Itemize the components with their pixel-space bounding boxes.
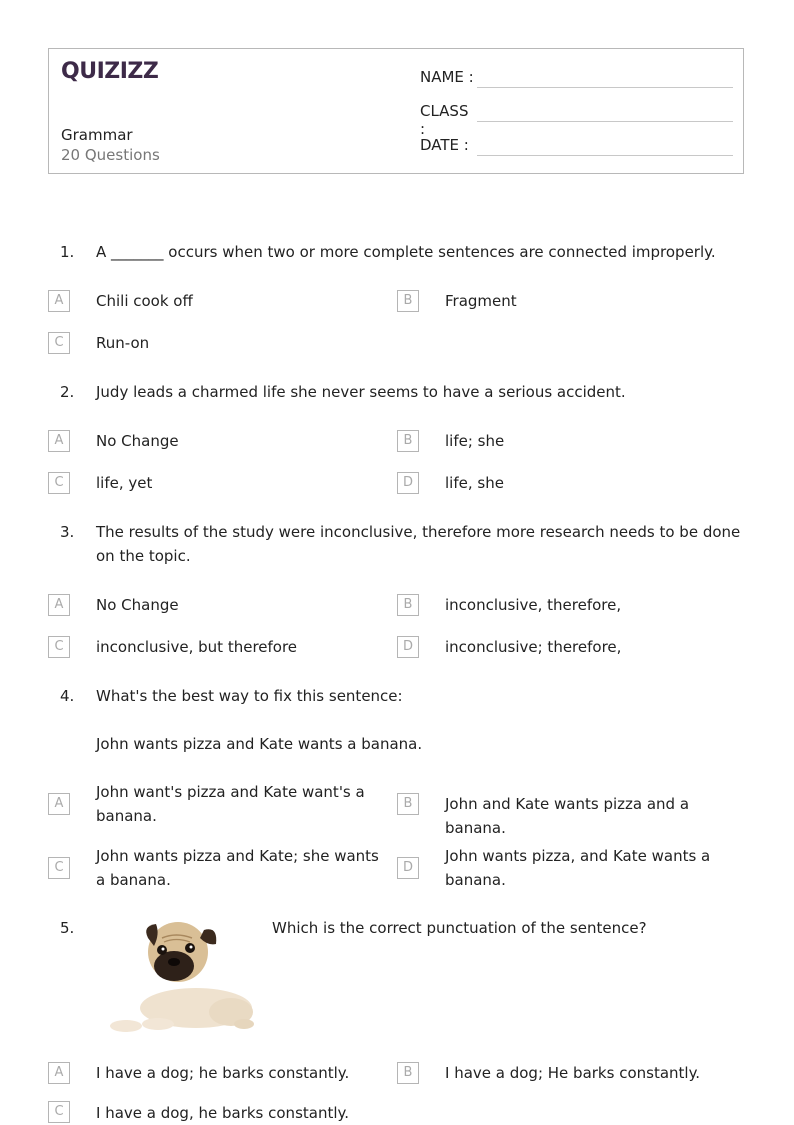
question-text: Which is the correct punctuation of the sentence? bbox=[272, 919, 647, 937]
question-number: 4. bbox=[60, 687, 75, 705]
question-count: 20 Questions bbox=[61, 146, 160, 164]
logo-text: QUIZIZZ bbox=[61, 59, 159, 84]
dog-paw bbox=[142, 1018, 174, 1030]
worksheet-title: Grammar bbox=[61, 126, 133, 144]
option-text: life; she bbox=[445, 432, 505, 450]
question-number: 2. bbox=[60, 383, 75, 401]
quizizz-logo bbox=[61, 59, 158, 84]
dog-paw bbox=[110, 1020, 142, 1032]
option-letter-box[interactable]: D bbox=[397, 472, 419, 494]
option-text: Fragment bbox=[445, 292, 517, 310]
question-text: Judy leads a charmed life she never seems to have a serious accident. bbox=[96, 383, 626, 401]
name-label: NAME : bbox=[420, 68, 474, 86]
question-number: 3. bbox=[60, 523, 75, 541]
dog-nose bbox=[168, 958, 180, 966]
option-letter-box[interactable]: B bbox=[397, 1062, 419, 1084]
option-text: inconclusive, therefore, bbox=[445, 596, 622, 614]
option-text: John wants pizza and Kate; she wants a banana. bbox=[96, 847, 379, 889]
name-field[interactable] bbox=[420, 68, 476, 86]
option-text: I have a dog; He barks constantly. bbox=[445, 1064, 701, 1082]
date-line bbox=[477, 155, 733, 156]
option-text: No Change bbox=[96, 432, 179, 450]
question-number: 1. bbox=[60, 243, 75, 261]
question-text: What's the best way to fix this sentence: bbox=[96, 687, 403, 705]
option-letter-box[interactable]: A bbox=[48, 594, 70, 616]
option-text: I have a dog, he barks constantly. bbox=[96, 1104, 350, 1122]
question-number: 5. bbox=[60, 919, 75, 937]
option-letter-box[interactable]: A bbox=[48, 1062, 70, 1084]
option-text: Run-on bbox=[96, 334, 150, 352]
worksheet-header bbox=[48, 48, 744, 174]
name-line bbox=[477, 87, 733, 88]
question-text: A _______ occurs when two or more complete sentences are connected improperly. bbox=[96, 243, 716, 261]
option-text: I have a dog; he barks constantly. bbox=[96, 1064, 350, 1082]
option-letter-box[interactable]: A bbox=[48, 290, 70, 312]
option-text: inconclusive; therefore, bbox=[445, 638, 622, 656]
question-example-sentence: John wants pizza and Kate wants a banana. bbox=[96, 735, 423, 753]
date-label: DATE : bbox=[420, 136, 469, 154]
class-label: CLASS : bbox=[420, 102, 469, 138]
option-text: No Change bbox=[96, 596, 179, 614]
option-letter-box[interactable]: D bbox=[397, 857, 419, 879]
class-line bbox=[477, 121, 733, 122]
option-letter-box[interactable]: B bbox=[397, 430, 419, 452]
option-letter-box[interactable]: A bbox=[48, 430, 70, 452]
option-letter-box[interactable]: C bbox=[48, 636, 70, 658]
option-letter-box[interactable]: C bbox=[48, 472, 70, 494]
option-text: John wants pizza, and Kate wants a banana. bbox=[445, 847, 711, 889]
option-letter-box[interactable]: B bbox=[397, 290, 419, 312]
option-text: John want's pizza and Kate want's a banana. bbox=[96, 783, 365, 825]
option-letter-box[interactable]: B bbox=[397, 793, 419, 815]
option-text: Chili cook off bbox=[96, 292, 193, 310]
pug-dog-image bbox=[96, 916, 256, 1034]
class-field[interactable] bbox=[420, 102, 476, 138]
option-text: life, she bbox=[445, 474, 504, 492]
option-letter-box[interactable]: C bbox=[48, 857, 70, 879]
option-letter-box[interactable]: C bbox=[48, 1101, 70, 1123]
option-letter-box[interactable]: C bbox=[48, 332, 70, 354]
option-letter-box[interactable]: D bbox=[397, 636, 419, 658]
option-text: life, yet bbox=[96, 474, 153, 492]
option-letter-box[interactable]: B bbox=[397, 594, 419, 616]
option-text: inconclusive, but therefore bbox=[96, 638, 298, 656]
option-letter-box[interactable]: A bbox=[48, 793, 70, 815]
option-text: John and Kate wants pizza and a banana. bbox=[445, 795, 690, 837]
question-text: The results of the study were inconclusive, therefore more research needs to be done on the topic. bbox=[96, 523, 741, 565]
date-field[interactable] bbox=[420, 136, 476, 154]
